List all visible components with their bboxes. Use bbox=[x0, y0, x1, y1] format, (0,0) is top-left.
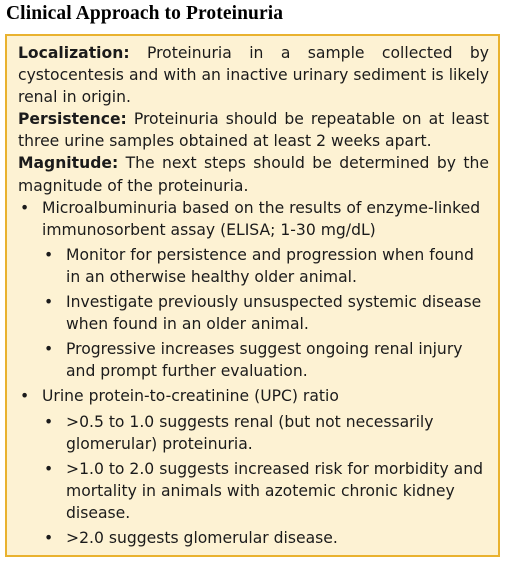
bullet-icon: • bbox=[20, 387, 30, 406]
persistence-label: Persistence: bbox=[18, 110, 127, 129]
sub-list-item bbox=[42, 338, 489, 382]
list-item-text: Microalbuminuria based on the results of enzyme-linked immunosorbent assay (ELISA; 1-30 mg/dL) bbox=[42, 198, 481, 239]
magnitude-list bbox=[18, 197, 489, 549]
sub-list-item-text: >2.0 suggests glomerular disease. bbox=[66, 528, 338, 547]
sub-list-item bbox=[42, 411, 489, 455]
magnitude-text: The next steps should be determined by the magnitude of the proteinuria. bbox=[18, 154, 489, 195]
persistence-paragraph bbox=[18, 108, 489, 152]
list-item bbox=[18, 197, 489, 383]
list-item bbox=[18, 385, 489, 549]
magnitude-label: Magnitude: bbox=[18, 154, 119, 173]
bullet-icon: • bbox=[44, 340, 54, 359]
sub-list-item-text: Investigate previously unsuspected systemic disease when found in an older animal. bbox=[66, 293, 482, 334]
list-item-text: Urine protein-to-creatinine (UPC) ratio bbox=[42, 387, 339, 406]
localization-label: Localization: bbox=[18, 44, 130, 62]
bullet-icon: • bbox=[44, 412, 54, 431]
sub-list-item bbox=[42, 244, 489, 288]
sub-list bbox=[42, 411, 489, 550]
magnitude-paragraph bbox=[18, 152, 489, 196]
sub-list-item bbox=[42, 458, 489, 524]
sub-list-item bbox=[42, 291, 489, 335]
sub-list-item-text: Progressive increases suggest ongoing renal injury and prompt further evaluation. bbox=[66, 340, 463, 381]
sub-list-item-text: Monitor for persistence and progression when found in an otherwise healthy older animal. bbox=[66, 245, 474, 286]
info-box bbox=[5, 34, 500, 557]
bullet-icon: • bbox=[44, 293, 54, 312]
persistence-text: Proteinuria should be repeatable on at least three urine samples obtained at least 2 weeks apart. bbox=[18, 110, 489, 151]
bullet-icon: • bbox=[44, 528, 54, 547]
sub-list-item-text: >1.0 to 2.0 suggests increased risk for morbidity and mortality in animals with azotemic chronic kidney disease. bbox=[66, 459, 483, 522]
sub-list-item bbox=[42, 527, 489, 549]
bullet-icon: • bbox=[20, 198, 30, 217]
localization-text: Proteinuria in a sample collected by cystocentesis and with an inactive urinary sediment is likely renal in origin. bbox=[18, 44, 489, 107]
bullet-icon: • bbox=[44, 245, 54, 264]
bullet-icon: • bbox=[44, 459, 54, 478]
sub-list bbox=[42, 244, 489, 383]
localization-paragraph bbox=[18, 42, 489, 108]
page-title: Clinical Approach to Proteinuria bbox=[6, 3, 284, 24]
sub-list-item-text: >0.5 to 1.0 suggests renal (but not necessarily glomerular) proteinuria. bbox=[66, 412, 434, 453]
